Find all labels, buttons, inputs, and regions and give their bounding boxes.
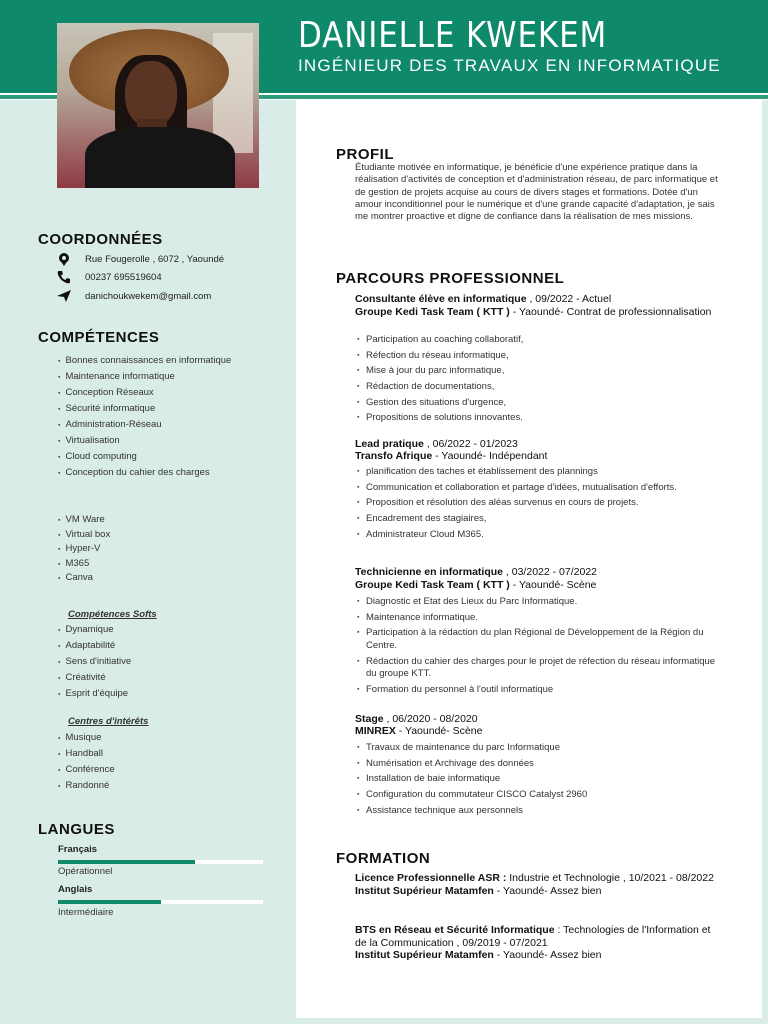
language-level: Opérationnel [58, 866, 113, 877]
interest-item: ▪ Musique [58, 730, 115, 746]
task-item: ▪ planification des taches et établissement des plannings [357, 466, 717, 479]
location-pin-icon [57, 252, 71, 266]
interest-item: ▪ Randonné [58, 778, 115, 794]
job-details: - Yaoundé- Scène [395, 725, 483, 737]
task-item: ▪ Gestion des situations d'urgence, [357, 397, 717, 410]
education-item [355, 872, 725, 897]
education-degree-line [355, 872, 725, 885]
tool-item: ▪ M365 [58, 557, 110, 572]
language-bar-fill [58, 860, 195, 864]
skill-item: ▪ Conception Réseaux [58, 385, 231, 401]
soft-skills-heading: Compétences Softs [68, 609, 157, 620]
school-details: - Yaoundé- Assez bien [493, 949, 602, 961]
tool-item: ▪ Canva [58, 571, 110, 586]
task-item: ▪ Assistance technique aux personnels [357, 805, 717, 818]
soft-skills-list [58, 622, 131, 702]
job-dates: , 09/2022 - Actuel [526, 293, 612, 305]
education-heading: FORMATION [336, 850, 431, 867]
language-bar-fill [58, 900, 161, 904]
tool-item: ▪ Hyper-V [58, 542, 110, 557]
interests-heading: Centres d'intérêts [68, 716, 149, 727]
job-title [355, 293, 611, 305]
task-item: ▪ Diagnostic et Etat des Lieux du Parc Informatique. [357, 596, 717, 609]
skill-item: ▪ Conception du cahier des charges [58, 465, 231, 481]
languages-heading: LANGUES [38, 821, 115, 838]
skills-heading: COMPÉTENCES [38, 329, 160, 346]
job-organization [355, 306, 715, 319]
soft-skill-item: ▪ Adaptabilité [58, 638, 131, 654]
language-name: Français [58, 844, 98, 855]
task-item: ▪ Installation de baie informatique [357, 773, 717, 786]
skill-item: ▪ Maintenance informatique [58, 369, 231, 385]
skill-item: ▪ Bonnes connaissances en informatique [58, 353, 231, 369]
contact-address [57, 252, 224, 266]
job-details: - Yaoundé- Scène [509, 579, 597, 591]
language-name: Anglais [58, 884, 93, 895]
task-item: ▪ Formation du personnel à l'outil informatique [357, 684, 717, 697]
task-item: ▪ Participation au coaching collaboratif, [357, 334, 717, 347]
interest-item: ▪ Conférence [58, 762, 115, 778]
task-item: ▪ Rédaction du cahier des charges pour le projet de réfection du réseau informatique du groupe KTT. [357, 656, 717, 681]
job-org-name: Groupe Kedi Task Team ( KTT ) [355, 579, 510, 591]
interests-list [58, 730, 115, 794]
education-degree-line [355, 924, 725, 949]
paper-plane-icon [57, 289, 71, 303]
task-item: ▪ Réfection du réseau informatique, [357, 350, 717, 363]
job-dates: , 03/2022 - 07/2022 [503, 566, 597, 578]
job-tasks [357, 466, 717, 544]
phone-icon [57, 270, 71, 284]
job-tasks [357, 334, 717, 428]
job-org-name: Transfo Afrique [355, 450, 433, 462]
tool-item: ▪ Virtual box [58, 528, 110, 543]
task-item: ▪ Maintenance informatique. [357, 612, 717, 625]
contact-phone [57, 270, 162, 284]
job-role: Stage [355, 713, 384, 725]
job-role: Technicienne en informatique [355, 566, 503, 578]
technical-skills-list [58, 353, 231, 481]
task-item: ▪ Proposition et résolution des aléas survenus en cours de projets. [357, 497, 717, 510]
task-item: ▪ Configuration du commutateur CISCO Catalyst 2960 [357, 789, 717, 802]
task-item: ▪ Rédaction de documentations, [357, 381, 717, 394]
soft-skill-item: ▪ Sens d'initiative [58, 654, 131, 670]
interest-item: ▪ Handball [58, 746, 115, 762]
job-title [355, 566, 597, 578]
task-item: ▪ Numérisation et Archivage des données [357, 758, 717, 771]
soft-skill-item: ▪ Créativité [58, 670, 131, 686]
tool-item: ▪ VM Ware [58, 513, 110, 528]
task-item: ▪ Propositions de solutions innovantes. [357, 412, 717, 425]
contact-heading: COORDONNÉES [38, 231, 163, 248]
degree-field: : Technologies de l'Information et de la Communication , 09/2019 - 07/2021 [355, 924, 711, 949]
profile-photo [57, 23, 259, 188]
job-details: - Yaoundé- Contrat de professionnalisation [509, 306, 712, 318]
skill-item: ▪ Sécurité informatique [58, 401, 231, 417]
job-org-name: MINREX [355, 725, 396, 737]
job-organization [355, 450, 715, 463]
experience-heading: PARCOURS PROFESSIONNEL [336, 270, 565, 287]
degree-field: Industrie et Technologie , 10/2021 - 08/2022 [506, 872, 714, 884]
profile-heading: PROFIL [336, 146, 394, 163]
tools-list [58, 513, 110, 586]
education-item [355, 924, 725, 962]
language-bar [58, 900, 263, 904]
candidate-name: DANIELLE KWEKEM [298, 15, 608, 56]
job-dates: , 06/2022 - 01/2023 [423, 438, 518, 450]
job-details: - Yaoundé- Indépendant [432, 450, 548, 462]
job-tasks [357, 596, 717, 699]
job-title [355, 713, 478, 725]
degree: BTS en Réseau et Sécurité Informatique [355, 924, 555, 936]
task-item: ▪ Encadrement des stagiaires, [357, 513, 717, 526]
right-margin [762, 100, 768, 1024]
profile-text: Étudiante motivée en informatique, je bénéficie d'une expérience pratique dans la réalisation d'activités de conception et d'administration réseau, de parc informatique et de gestion de projets acquise au cours de divers stages et formations. Dotée d'un amour inconditionnel pour le numérique et d'une grande capacité d'adaptation, je sais me montrer proactive et digne de confiance dans la réalisation de mes missions. [355, 162, 718, 223]
job-org-name: Groupe Kedi Task Team ( KTT ) [355, 306, 510, 318]
language-bar [58, 860, 263, 864]
job-title [355, 438, 518, 450]
email-text[interactable]: danichoukwekem@gmail.com [85, 290, 212, 302]
task-item: ▪ Participation à la rédaction du plan Régional de Développement de la Région du Centre. [357, 627, 717, 652]
soft-skill-item: ▪ Esprit d'équipe [58, 686, 131, 702]
address-text: Rue Fougerolle , 6072 , Yaoundé [85, 253, 225, 265]
job-tasks [357, 742, 717, 820]
job-organization [355, 579, 715, 592]
task-item: ▪ Communication et collaboration et partage d'idées, mutualisation d'efforts. [357, 482, 717, 495]
candidate-title: INGÉNIEUR DES TRAVAUX EN INFORMATIQUE [298, 56, 721, 75]
task-item: ▪ Travaux de maintenance du parc Informatique [357, 742, 717, 755]
job-role: Lead pratique [355, 438, 424, 450]
soft-skill-item: ▪ Dynamique [58, 622, 131, 638]
school: Institut Supérieur Matamfen [355, 884, 494, 897]
job-dates: , 06/2020 - 08/2020 [383, 713, 478, 725]
school-details: - Yaoundé- Assez bien [493, 884, 602, 897]
degree: Licence Professionnelle ASR : [355, 872, 507, 884]
skill-item: ▪ Administration-Réseau [58, 417, 231, 433]
bottom-margin [296, 1018, 768, 1024]
phone-text: 00237 695519604 [85, 271, 162, 283]
task-item: ▪ Mise à jour du parc informatique, [357, 365, 717, 378]
language-level: Intermédiaire [58, 907, 114, 918]
task-item: ▪ Administrateur Cloud M365. [357, 529, 717, 542]
skill-item: ▪ Cloud computing [58, 449, 231, 465]
job-role: Consultante élève en informatique [355, 293, 527, 305]
education-school-line [355, 949, 725, 962]
contact-email[interactable] [57, 289, 211, 303]
school: Institut Supérieur Matamfen [355, 949, 494, 961]
education-school-line [355, 885, 725, 898]
skill-item: ▪ Virtualisation [58, 433, 231, 449]
job-organization [355, 725, 715, 738]
